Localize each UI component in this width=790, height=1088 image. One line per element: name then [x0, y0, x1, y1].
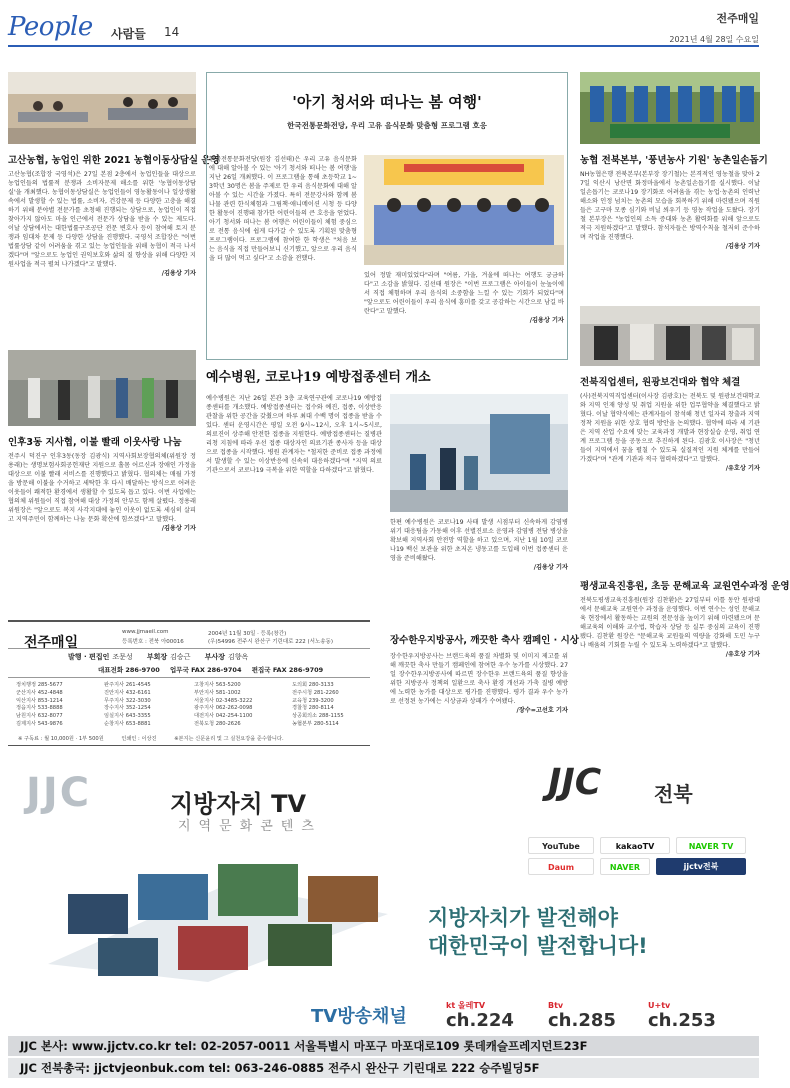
- directory-entry: 익산지사 853-1214: [16, 697, 63, 704]
- feature-box: [206, 72, 568, 360]
- nonghyup-text: NH농협은행 전북본부(본부장 장기철)는 본격적인 영농철을 맞아 27일 익산시 낭산면 화정마을에서 농촌일손돕기를 실시했다. 이날 일손돕기는 코로나19 장기화로 어려움을 겪는 농업·농촌의 인력난 해소와 인정 넘치는 농촌의 모습을 회복하기 위해 마련됐으며 직원들은 고구마 모종 심기와 비닐 씌우기 등 영농 작업을 도왔다. 장기철 본부장은 "농업인의 소득 증대와 농촌 활력화를 위해 앞으로도 적극 지원하겠다"고 말했다. 참석자들은 방역수칙을 철저히 준수하며 작업을 진행했다.: [580, 171, 760, 241]
- directory-entry: 경찰청 280-8114: [292, 705, 334, 712]
- platform-daum: Daum: [528, 858, 594, 875]
- masthead-divider: [8, 648, 370, 649]
- channel-number: ch.224: [446, 1010, 514, 1031]
- directory-entry: 진안지사 432-6161: [104, 689, 151, 696]
- staff-role: 부사장: [204, 653, 225, 661]
- pyeongsaeng-headline: 평생교육진흥원, 초등 문해교육 교원연수과정 운영: [580, 581, 790, 592]
- directory-entry: 대전지사 042-254-1100: [194, 713, 253, 720]
- directory-entry: 상공회의소 288-1155: [292, 713, 344, 720]
- directory-entry: 김제지사 543-9876: [16, 720, 63, 727]
- section-title-ko: 사람들: [111, 27, 146, 41]
- staff-name: 김향옥: [228, 653, 249, 661]
- nonghyup-body: [580, 170, 760, 300]
- directory-entry: 장수지사 352-1254: [104, 705, 151, 712]
- ad-brand-korean: 전북: [654, 782, 693, 806]
- directory-entry: 광주지사 062-262-0098: [194, 705, 253, 712]
- pyeongsaeng-body: [580, 596, 760, 746]
- directory-entry: 농협본부 280-5114: [292, 720, 339, 727]
- phone-editorial: 편집국 FAX 286-9709: [251, 666, 324, 674]
- masthead-divider: [8, 677, 370, 678]
- ad-hq-contact: JJC 본사: www.jjctv.co.kr tel: 02-2057-0011 서울특별시 마포구 마포대로109 롯데캐슬프레지던트23F: [8, 1036, 759, 1056]
- ad-jeonbuk-contact: JJC 전북총국: jjctvjeonbuk.com tel: 063-246-0885 전주시 완산구 기린대로 222 승주빌딩5F: [8, 1058, 759, 1078]
- directory-entry: 전주시청 281-2260: [292, 689, 339, 696]
- staff-name: 조문성: [112, 653, 133, 661]
- yesu-body-right: [390, 518, 568, 584]
- pyeongsaeng-text: 전북도평생교육진흥원(원장 김찬환)은 27일부터 이틀 동안 원광대에서 문해교육 교원연수 과정을 운영했다. 이번 연수는 성인 문해교육 현장에서 활동하는 교원의 전문성을 높이기 위해 마련됐으며 문해교육의 이해와 교수법, 학습자 상담 등 실무 중심의 교육이 진행됐다. 김찬환 원장은 "문해교육 교원들의 역량을 강화해 도민 누구나 배움의 기회를 누릴 수 있도록 노력하겠다"고 말했다.: [580, 597, 760, 649]
- inhu-photo: [8, 350, 196, 426]
- directory-entry: 군산지사 452-4848: [16, 689, 63, 696]
- directory-col-3: [194, 682, 252, 729]
- ad-logo: JJC: [26, 770, 92, 816]
- jangsu-headline: 장수한우지방공사, 깨끗한 축사 캠페인 · 시상: [390, 635, 579, 646]
- page-header: [0, 0, 767, 48]
- feature-text-right: 있어 정말 재미있었다"라며 "여름, 가을, 겨울에 떠나는 여행도 궁금하다"고 소감을 밝혔다. 김선태 원장은 "이번 프로그램은 아이들이 눈높이에서 직접 체험하며 우리 음식의 소중함을 느낄 수 있는 기회가 되었다"며 "앞으로도 어린이들이 우리 음식에 흥미를 갖고 공감하는 시간으로 남길 바란다"고 말했다.: [364, 272, 564, 315]
- jeonbuk-center-text: (사)전북지역직업센터(이사장 김광호)는 전북도 및 원광보건대학교와 지역 인재 양성 및 취업 지원을 위한 업무협약을 체결했다고 밝혔다. 이날 협약식에는 관계자들이 참석해 청년 일자리 창출과 지역 정착 지원을 위한 상호 협력 방안을 논의했다. 협약에 따라 세 기관은 지역 산업 수요에 맞는 교육과정 개발과 현장실습 운영, 취업 연계 프로그램 등을 공동으로 추진하게 된다. 김광호 이사장은 "청년들이 지역에서 꿈을 펼칠 수 있도록 실질적인 지원 체계를 만들어 가겠다"며 "관계 기관과 적극 협력하겠다"고 말했다.: [580, 393, 760, 463]
- section-title-en: People: [8, 12, 93, 42]
- ad-slogan-line-1: 지방자치가 발전해야: [428, 906, 618, 930]
- channel-kt: [446, 1002, 514, 1031]
- platform-youtube: YouTube: [528, 837, 594, 854]
- subscription-fee: ※ 구독료 : 월 10,000원 · 1부 500원: [18, 736, 104, 742]
- channel-number: ch.285: [548, 1010, 616, 1031]
- yesu-photo: [390, 394, 568, 512]
- phone-business: 업무국 FAX 286-9704: [170, 666, 242, 674]
- directory-entry: 부안지사 581-1002: [194, 689, 241, 696]
- feature-byline: /김용상 기자: [529, 317, 564, 324]
- yesu-body-left: 예수병원은 지난 26일 본관 3층 교육연구관에 코로나19 예방접종센터를 개소했다. 예방접종센터는 접수와 예진, 접종, 이상반응 관찰을 위한 공간을 갖췄으며 하루 최대 수백 명이 접종을 받을 수 있다. 센터 운영시간은 평일 오전 9시~12시, 오후 1시~5시로, 의료진이 상주해 안전한 접종을 지원한다. 예방접종센터는 질병관리청 지침에 따라 우선 접종 대상자인 의료기관 종사자 등을 대상으로 접종을 시작했다. 병원 관계자는 "철저한 준비로 접종 과정에서 발생할 수 있는 이상반응에 신속히 대응하겠다"며 "지역 의료기관으로서 코로나19 극복을 위한 역할을 다하겠다"고 밝혔다.: [206, 395, 382, 474]
- pyeongsaeng-byline: /유호상 기자: [725, 651, 760, 658]
- jangsu-text: 장수한우지방공사는 브랜드육의 품질 차별화 및 이미지 제고를 위해 깨끗한 축사 만들기 캠페인에 참여한 우수 농가를 시상했다. 27일 장수한우지방공사에 따르면 장수한우 브랜드육의 품질 향상을 위한 지방공사 정책의 일환으로 축사 환경 개선과 가축 질병 예방에 노력한 농가를 대상으로 평가를 진행했다. 평가 결과 우수 농가로 선정된 농가에는 시상금과 상패가 수여됐다.: [390, 653, 568, 705]
- masthead-established: 2004년 11월 30일 · 등록(창간): [208, 631, 287, 637]
- platform-jjctv: jjctv전북: [656, 858, 746, 875]
- directory-entry: 남원지사 632-8077: [16, 713, 63, 720]
- feature-subheadline: 한국전통문화전당, 우리 고유 음식문화 맞춤형 프로그램 호응: [287, 121, 487, 130]
- channel-provider: Btv: [548, 1001, 564, 1010]
- platform-kakaotv: kakaoTV: [600, 837, 670, 854]
- ad-screens-graphic: [28, 854, 408, 984]
- masthead-staff: [68, 652, 260, 662]
- jeonbuk-center-byline: /유호상 기자: [725, 465, 760, 472]
- masthead: [8, 620, 370, 746]
- feature-headline: '아기 청서와 떠나는 봄 여행': [292, 93, 482, 111]
- directory-entry: 도의회 280-3133: [292, 682, 334, 688]
- issue-date: 2021년 4월 28일 수요일: [669, 35, 759, 44]
- directory-entry: 교육청 239-3200: [292, 697, 334, 704]
- ad-title: 지방자치 TV: [170, 790, 307, 818]
- printer: 인쇄인 : 이상진: [121, 736, 157, 742]
- phone-main: 대표전화 286-9700: [98, 666, 160, 674]
- jangsu-byline: /장수=고선호 기자: [516, 707, 568, 714]
- directory-entry: 무주지사 322-3030: [104, 697, 151, 704]
- inhu-text: 전주시 덕진구 인후3동(동장 김광식) 지역사회보장협의체(위원장 정용래)는 생명보험사회공헌재단 지원으로 홀몸 어르신과 장애인 가정을 대상으로 이불 빨래 서비스를 진행했다고 밝혔다. 협의체는 매월 가정을 방문해 이불을 수거하고 세탁한 후 다시 배달하는 방식으로 어려운 이웃들이 쾌적한 환경에서 생활할 수 있도록 돕고 있다. 이번 사업에는 협의체 위원들이 직접 참여해 대상 가정의 안부도 함께 살폈다. 정용래 위원장은 "앞으로도 복지 사각지대에 놓인 이웃이 없도록 세심히 살피고 지역주민이 함께하는 나눔 문화 확산에 힘쓰겠다"고 말했다.: [8, 453, 196, 523]
- feature-body-left: 한국전통문화전당(원장 김선태)은 우리 고유 음식문화에 대해 알아볼 수 있는 '아기 청서와 떠나는 봄 여행'을 지난 26일 개최했다. 이 프로그램을 통해 초등학교 1~3학년 30명은 봄을 주제로 한 우리 음식문화에 대해 알아볼 수 있는 시간을 가졌다. 특히 전문강사와 함께 봄나물 관련 한식체험과 그림책·애니메이션 시청 등 다양한 활동이 진행돼 참가한 어린이들의 큰 호응을 얻었다. 아기 청서와 떠나는 봄 여행은 어린이들이 체험 중심으로 전통 음식에 쉽게 다가갈 수 있도록 기획된 맞춤형 프로그램이다. 프로그램에 참여한 한 학생은 "처음 보는 음식을 직접 만들어보니 신기했고, 앞으로 우리 음식을 더 많이 먹고 싶다"고 소감을 전했다.: [209, 156, 357, 262]
- platform-navertv: NAVER TV: [676, 837, 746, 854]
- jangsu-body: [390, 652, 568, 746]
- staff-name: 김승근: [170, 653, 191, 661]
- masthead-phones: [98, 665, 331, 674]
- masthead-registration: 등록번호 : 전북 아00016: [122, 639, 184, 645]
- yesu-headline: 예수병원, 코로나19 예방접종센터 개소: [206, 370, 431, 385]
- header-rule: [8, 45, 759, 47]
- channel-btv: [548, 1002, 616, 1031]
- channel-provider: kt 올레TV: [446, 1001, 486, 1010]
- masthead-logo: 전주매일: [24, 635, 79, 651]
- inhu-headline: 인후3동 지사협, 이불 빨래 이웃사랑 나눔: [8, 437, 182, 448]
- page-number: 14: [164, 25, 180, 39]
- directory-entry: 정치행정 285-5677: [16, 682, 63, 688]
- ad-subtitle: 지역문화콘텐츠: [178, 819, 322, 834]
- gosan-text: 고산농협(조합장 국영석)은 27일 본점 2층에서 농업인들을 대상으로 농업인들의 법률적 분쟁과 소비자문제 해소를 위한 '농협이동상담실'을 개최했다. 농협이동상담실은 농업인들이 영농활동이나 일상생활 속에서 발생할 수 있는 법률, 소비자, 건강문제 등 다양한 고충을 해결하기 위해 분야별 전문가를 초청해 진행되는 상담으로, 농업인이 직접 찾아가지 않아도 마을 인근에서 전문가 상담을 받을 수 있는 제도다. 이날 상담에서는 대한법률구조공단 전문 변호사 등이 참여해 토지 분쟁과 임대차 문제 등 다양한 상담을 진행했다. 국영석 조합장은 "이번 법률상담 같이 어려움을 겪고 있는 농업인들을 위해 농협이 적극 나서겠다"며 "앞으로도 농업인 권익보호와 삶의 질 향상을 위해 다양한 지원사업을 적극 펼쳐 나가겠다"고 말했다.: [8, 171, 196, 268]
- directory-entry: 완주지사 261-4545: [104, 682, 151, 688]
- platform-naver: NAVER: [600, 858, 650, 875]
- staff-role: 발행 · 편집인: [68, 653, 110, 661]
- nonghyup-photo: [580, 72, 760, 144]
- gosan-byline: /김용상 기자: [161, 270, 196, 277]
- staff-role: 부회장: [146, 653, 168, 661]
- channel-uplus: [648, 1002, 716, 1031]
- yesu-text-right: 한편 예수병원은 코로나19 사태 발생 시점부터 신속하게 감염병 위기 대응팀을 가동해 이후 선별진료소 운영과 감염병 전담 병상을 확보해 지역사회 안전망 역할을 하고 있으며, 지난 1월 10일 코로나19 백신 보관을 위한 초저온 냉동고를 도입해 이번 접종센터 운영을 준비해왔다.: [390, 519, 568, 562]
- directory-entry: 정읍지사 533-8888: [16, 705, 63, 712]
- masthead-footer: [18, 735, 300, 742]
- gosan-headline: 고산농협, 농업인 위한 2021 농협이동상담실 운영: [8, 155, 220, 166]
- ad-brand-logo: JJC: [548, 762, 602, 803]
- channel-provider: U+tv: [648, 1001, 671, 1010]
- paper-name: 전주매일: [716, 12, 759, 25]
- inhu-byline: /김용상 기자: [161, 525, 196, 532]
- jjc-advertisement: [8, 762, 759, 1080]
- nonghyup-byline: /김용상 기자: [725, 243, 760, 250]
- jeonbuk-center-photo: [580, 306, 760, 366]
- nonghyup-headline: 농협 전북본부, '풍년농사 기원' 농촌일손돕기: [580, 155, 768, 166]
- directory-entry: 서울지사 02-3485-3222: [194, 697, 253, 704]
- channel-label: TV방송채널: [311, 1006, 407, 1027]
- directory-entry: 전북도청 280-2626: [194, 720, 241, 727]
- directory-entry: 임실지사 643-3355: [104, 713, 151, 720]
- jeonbuk-center-headline: 전북직업센터, 원광보건대와 협약 체결: [580, 377, 741, 388]
- feature-photo: [364, 155, 564, 265]
- feature-body-right: [364, 271, 564, 355]
- directory-col-4: [292, 682, 344, 729]
- directory-col-1: [16, 682, 63, 729]
- channel-number: ch.253: [648, 1010, 716, 1031]
- ad-slogan-line-2: 대한민국이 발전합니다!: [428, 934, 648, 958]
- jeonbuk-center-body: [580, 392, 760, 570]
- directory-entry: 순창지사 653-8881: [104, 720, 151, 727]
- gosan-body: [8, 170, 196, 342]
- inhu-body: [8, 452, 196, 612]
- directory-col-2: [104, 682, 151, 729]
- ethics-note: ※본지는 신문윤리 및 그 실천요강을 준수합니다.: [174, 736, 284, 742]
- gosan-photo: [8, 72, 196, 144]
- masthead-address: (우)54996 전주시 완산구 기린대로 222 (서노송동): [208, 639, 334, 645]
- masthead-url: www.jjmaeil.com: [122, 629, 169, 635]
- yesu-byline: /김용상 기자: [533, 564, 568, 571]
- directory-entry: 고창지사 563-5200: [194, 682, 241, 688]
